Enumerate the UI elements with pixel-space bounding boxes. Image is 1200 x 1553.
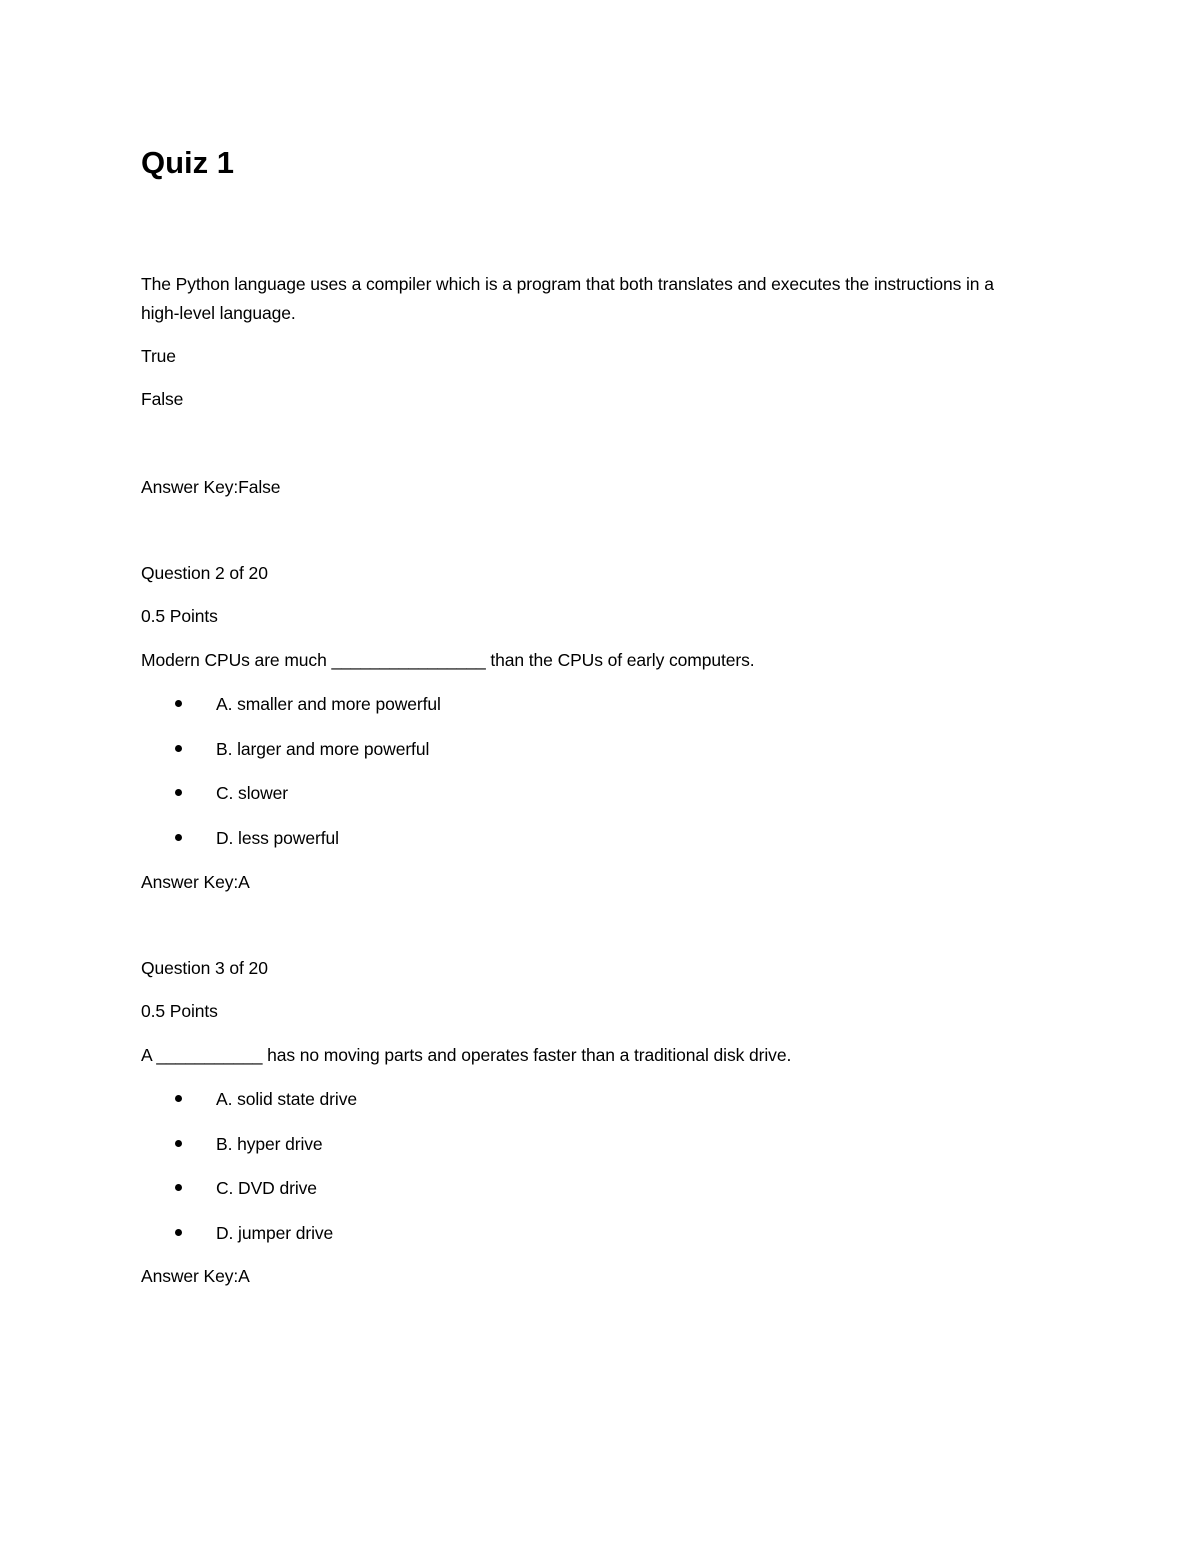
q3-question-text: A ___________ has no moving parts and operates faster than a traditional disk drive. (141, 1045, 792, 1065)
q1-option-false: False (141, 389, 184, 409)
q1-option-true: True (141, 346, 176, 366)
q2-option-a: A. smaller and more powerful (216, 694, 441, 714)
q3-points: 0.5 Points (141, 1001, 218, 1021)
page-title: Quiz 1 (141, 145, 235, 180)
bullet-icon (175, 1184, 182, 1191)
q3-answer-key: Answer Key:A (141, 1266, 250, 1286)
bullet-icon (175, 1229, 182, 1236)
q1-text-line1: The Python language uses a compiler which is a program that both translates and executes the instructions in a (141, 274, 994, 294)
q3-option-a: A. solid state drive (216, 1089, 357, 1109)
q2-points: 0.5 Points (141, 606, 218, 626)
q2-answer-key: Answer Key:A (141, 872, 250, 892)
q2-header: Question 2 of 20 (141, 563, 268, 583)
bullet-icon (175, 745, 182, 752)
q2-option-d: D. less powerful (216, 828, 339, 848)
bullet-icon (175, 789, 182, 796)
bullet-icon (175, 700, 182, 707)
q3-option-b: B. hyper drive (216, 1134, 323, 1154)
q2-option-b: B. larger and more powerful (216, 739, 430, 759)
q3-header: Question 3 of 20 (141, 958, 268, 978)
q1-text-line2: high-level language. (141, 303, 296, 323)
q1-answer-key: Answer Key:False (141, 477, 281, 497)
q2-question-text: Modern CPUs are much ________________ than the CPUs of early computers. (141, 650, 755, 670)
bullet-icon (175, 1095, 182, 1102)
q3-option-d: D. jumper drive (216, 1223, 334, 1243)
q3-option-c: C. DVD drive (216, 1178, 317, 1198)
bullet-icon (175, 834, 182, 841)
q2-option-c: C. slower (216, 783, 289, 803)
bullet-icon (175, 1140, 182, 1147)
